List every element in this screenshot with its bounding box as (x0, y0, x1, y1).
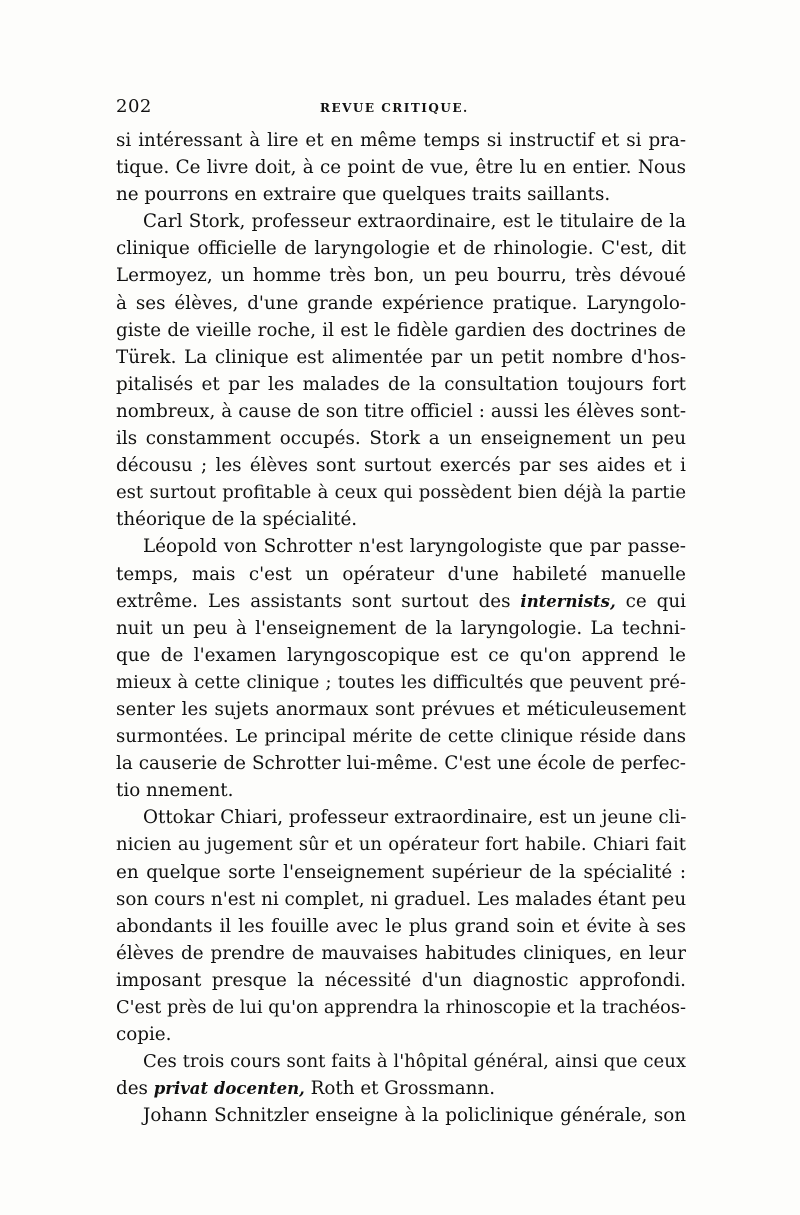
text-line: tio nnement. (116, 780, 234, 802)
text-line: si intéressant à lire et en même temps si instructif et si pra- (116, 130, 686, 151)
text-line: en quelque sorte l'enseignement supérieur de la spécialité : (116, 861, 686, 883)
text-line: nuit un peu à l'enseignement de la laryngologie. La techni- (116, 617, 686, 639)
text-line: théorique de la spécialité. (116, 509, 358, 531)
text-run: Roth et Grossmann. (304, 1078, 496, 1100)
text-run: extrême. Les assistants sont surtout des (116, 590, 521, 612)
text-line: Türek. La clinique est alimentée par un petit nombre d'hos- (116, 346, 686, 368)
text-line: imposant presque la nécessité d'un diagnostic approfondi. (116, 969, 686, 991)
text-line: son cours n'est ni complet, ni graduel. Les malades étant peu (116, 888, 687, 910)
text-line: Carl Stork, professeur extraordinaire, est le titulaire de la (143, 211, 686, 233)
text-line: surmontées. Le principal mérite de cette clinique réside dans (116, 726, 686, 748)
text-line: est surtout profitable à ceux qui possèdent bien déjà la partie (116, 482, 686, 504)
text-line: décousu ; les élèves sont surtout exercés par ses aides et i (116, 455, 686, 477)
text-run: des (116, 1078, 154, 1100)
text-line (116, 588, 686, 615)
page-number: 202 (116, 96, 152, 117)
text-line: ne pourrons en extraire que quelques traits saillants. (116, 184, 611, 206)
text-run: ce qui (615, 590, 686, 612)
text-line: la causerie de Schrotter lui-même. C'est une école de perfec- (116, 753, 686, 775)
text-line: élèves de prendre de mauvaises habitudes cliniques, en leur (116, 942, 686, 964)
text-line: copie. (116, 1024, 172, 1046)
text-line: ils constamment occupés. Stork a un enseignement un peu (116, 428, 686, 450)
text-line: Lermoyez, un homme très bon, un peu bourru, très dévoué (116, 265, 686, 287)
text-line: tique. Ce livre doit, à ce point de vue, être lu en entier. Nous (116, 157, 686, 179)
text-line: abondants il les fouille avec le plus grand soin et évite à ses (116, 915, 686, 937)
text-line: C'est près de lui qu'on apprendra la rhinoscopie et la trachéos- (116, 997, 686, 1018)
text-line: Ottokar Chiari, professeur extraordinaire, est un jeune cli- (143, 807, 687, 829)
text-line: nombreux, à cause de son titre officiel : aussi les élèves sont- (116, 400, 686, 422)
italic-term: internists, (520, 591, 616, 611)
running-head (116, 96, 686, 120)
text-line: que de l'examen laryngoscopique est ce qu'on apprend le (116, 644, 686, 666)
text-line: Léopold von Schrotter n'est laryngologiste que par passe- (143, 536, 686, 558)
body-text (116, 127, 686, 1129)
text-line: Ces trois cours sont faits à l'hôpital général, ainsi que ceux (143, 1051, 686, 1073)
text-line: temps, mais c'est un opérateur d'une habileté manuelle (116, 563, 686, 585)
text-line: mieux à cette clinique ; toutes les difficultés que peuvent pré- (116, 671, 686, 693)
text-line: Johann Schnitzler enseigne à la policlinique générale, son (143, 1105, 686, 1127)
text-line: senter les sujets anormaux sont prévues et méticuleusement (116, 698, 686, 720)
text-line: nicien au jugement sûr et un opérateur fort habile. Chiari fait (116, 834, 686, 856)
text-line: à ses élèves, d'une grande expérience pratique. Laryngolo- (116, 292, 686, 314)
italic-term: privat docenten, (153, 1079, 305, 1099)
journal-title: REVUE CRITIQUE. (320, 101, 469, 115)
text-line (116, 1075, 686, 1102)
text-line: pitalisés et par les malades de la consultation toujours fort (116, 373, 686, 395)
text-line: clinique officielle de laryngologie et de rhinologie. C'est, dit (116, 238, 686, 260)
text-line: giste de vieille roche, il est le fidèle gardien des doctrines de (116, 319, 686, 341)
